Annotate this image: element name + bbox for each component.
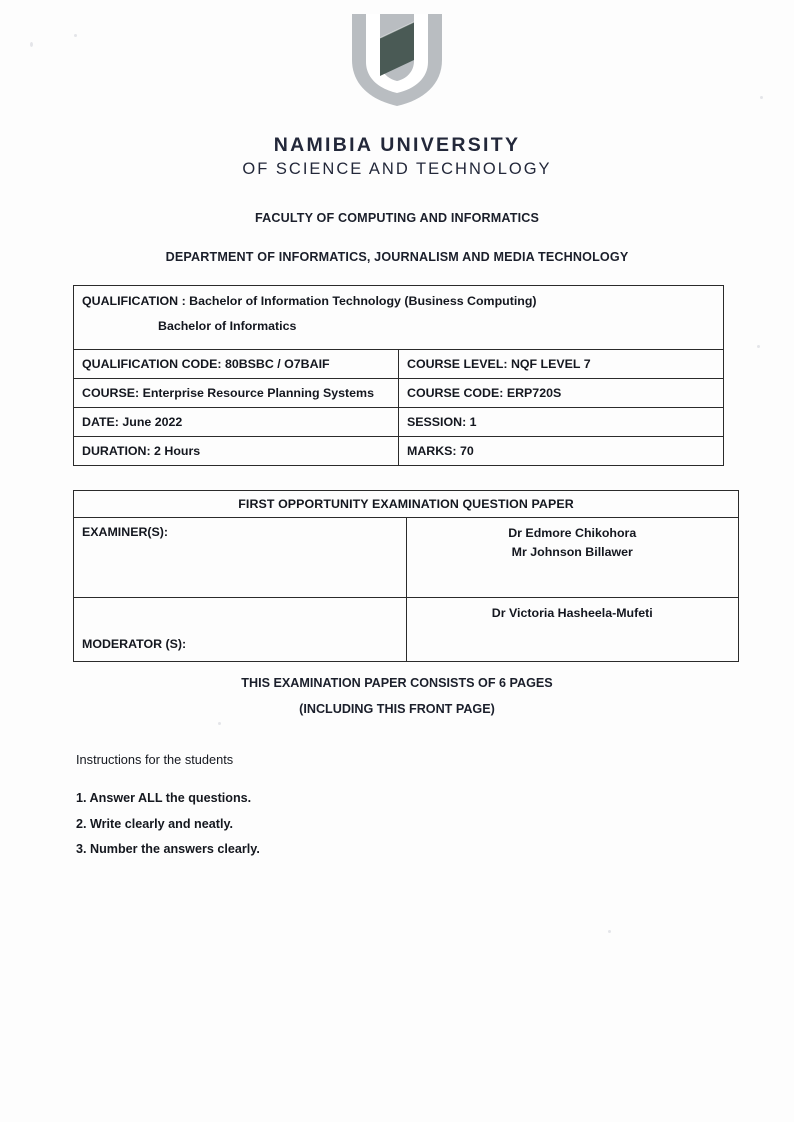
moderator-label: MODERATOR (S):	[74, 598, 407, 662]
table-row	[74, 491, 739, 518]
instruction-item: 1. Answer ALL the questions.	[76, 791, 252, 805]
examiner-name-1: Dr Edmore Chikohora	[508, 526, 637, 540]
wordmark-line-1: NAMIBIA UNIVERSITY	[273, 134, 521, 156]
examiner-label: EXAMINER(S):	[74, 518, 407, 598]
table-row	[74, 518, 739, 598]
course-code-cell: COURSE CODE: ERP720S	[399, 379, 724, 408]
instruction-item: 2. Write clearly and neatly.	[76, 817, 234, 831]
table-row	[74, 598, 739, 662]
scan-speck	[218, 722, 221, 725]
table-row	[74, 379, 724, 408]
examination-type-header: FIRST OPPORTUNITY EXAMINATION QUESTION PAPER	[74, 491, 739, 518]
examiner-table	[73, 490, 739, 662]
examiner-names	[406, 518, 739, 598]
scan-speck	[757, 345, 760, 348]
table-row	[74, 437, 724, 466]
table-row	[74, 286, 724, 350]
page-count-notice: THIS EXAMINATION PAPER CONSISTS OF 6 PAGES	[241, 676, 553, 690]
front-page-notice: (INCLUDING THIS FRONT PAGE)	[299, 702, 495, 716]
marks-cell: MARKS: 70	[399, 437, 724, 466]
nust-shield-logo	[342, 12, 452, 108]
instructions-heading: Instructions for the students	[76, 752, 234, 767]
faculty-heading: FACULTY OF COMPUTING AND INFORMATICS	[254, 211, 540, 225]
wordmark-line-2: OF SCIENCE AND TECHNOLOGY	[242, 160, 552, 178]
session-cell: SESSION: 1	[399, 408, 724, 437]
qualification-line-2: Bachelor of Informatics	[158, 318, 297, 333]
instruction-item: 3. Number the answers clearly.	[76, 842, 260, 856]
course-level-cell: COURSE LEVEL: NQF LEVEL 7	[399, 350, 724, 379]
scan-speck	[608, 930, 611, 933]
table-row	[74, 408, 724, 437]
duration-cell: DURATION: 2 Hours	[74, 437, 399, 466]
institution-logo-block	[0, 12, 794, 180]
date-cell: DATE: June 2022	[74, 408, 399, 437]
department-heading: DEPARTMENT OF INFORMATICS, JOURNALISM AND MEDIA TECHNOLOGY	[165, 250, 629, 264]
qualification-line-1: QUALIFICATION : Bachelor of Information Technology (Business Computing)	[82, 294, 537, 308]
qualification-code-cell: QUALIFICATION CODE: 80BSBC / O7BAIF	[74, 350, 399, 379]
table-row	[74, 350, 724, 379]
institution-wordmark	[0, 134, 794, 180]
examiner-name-2: Mr Johnson Billawer	[511, 545, 633, 560]
course-cell: COURSE: Enterprise Resource Planning Systems	[74, 379, 399, 408]
moderator-name-1: Dr Victoria Hasheela-Mufeti	[491, 606, 653, 620]
moderator-names	[406, 598, 739, 662]
qualification-table	[73, 285, 724, 466]
qualification-cell	[74, 286, 724, 350]
